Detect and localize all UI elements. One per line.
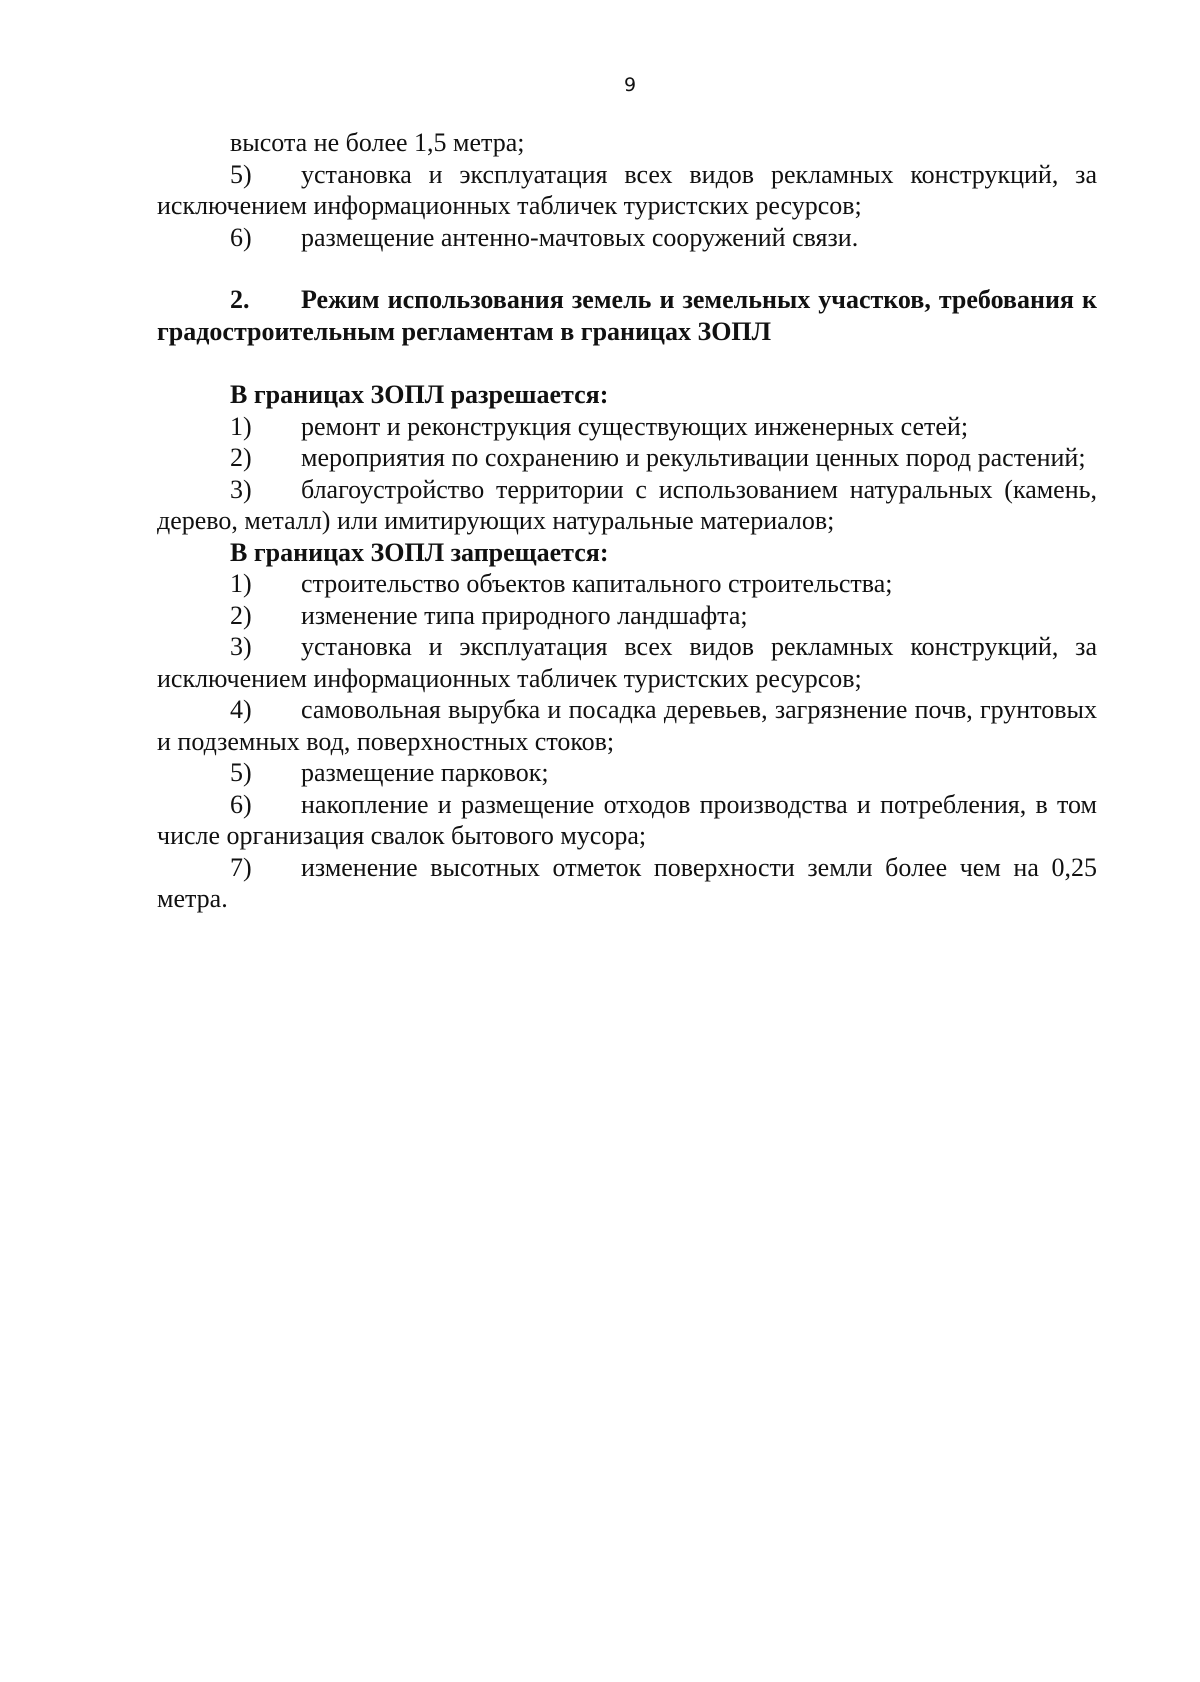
- list-item-number: 5): [230, 758, 252, 787]
- list-item: [157, 442, 1097, 474]
- section-title: Режим использования земель и земельных участков, требования к градостроительным регламентам в границах ЗОПЛ: [157, 285, 1097, 346]
- list-item-continuation: [157, 127, 1097, 159]
- list-item-number: 6): [230, 222, 252, 252]
- list-item-number: 2): [230, 600, 252, 630]
- list-item-number: 1): [230, 411, 252, 441]
- list-item-text: мероприятия по сохранению и рекультивации ценных пород растений;: [301, 443, 1086, 472]
- list-item: [157, 222, 1097, 254]
- list-item: [157, 411, 1097, 443]
- section-number: 2.: [230, 285, 250, 314]
- list-item-text: высота не более 1,5 метра;: [230, 128, 525, 157]
- list-item-number: 5): [230, 159, 252, 189]
- list-item-text: изменение типа природного ландшафта;: [301, 600, 748, 630]
- page-number: 9: [623, 74, 637, 96]
- list-item-text: установка и эксплуатация всех видов рекламных конструкций, за исключением информационных табличек туристских ресурсов;: [157, 632, 1097, 693]
- list-item-number: 3): [230, 632, 252, 661]
- list-item-text: изменение высотных отметок поверхности земли более чем на 0,25 метра.: [157, 852, 1097, 913]
- list-item: [157, 852, 1097, 915]
- list-item-number: 3): [230, 474, 252, 504]
- list-item: [157, 694, 1097, 757]
- list-item: [157, 789, 1097, 852]
- list-item: [157, 600, 1097, 632]
- list-item: [157, 159, 1097, 222]
- list-item-number: 4): [230, 695, 252, 724]
- list-item: [157, 631, 1097, 694]
- allowed-heading: В границах ЗОПЛ разрешается:: [230, 380, 609, 409]
- list-item-number: 1): [230, 569, 252, 598]
- forbidden-heading: В границах ЗОПЛ запрещается:: [230, 537, 609, 567]
- list-item-number: 7): [230, 852, 252, 882]
- list-item: [157, 474, 1097, 537]
- list-item-text: размещение антенно-мачтовых сооружений связи.: [301, 222, 859, 252]
- list-item-text: размещение парковок;: [301, 758, 549, 787]
- list-item-text: установка и эксплуатация всех видов рекламных конструкций, за исключением информационных табличек туристских ресурсов;: [157, 159, 1097, 220]
- section-heading: [157, 284, 1097, 347]
- document-body: [157, 127, 1097, 915]
- list-item-number: 2): [230, 443, 252, 472]
- list-item-text: самовольная вырубка и посадка деревьев, загрязнение почв, грунтовых и подземных вод, поверхностных стоков;: [157, 695, 1097, 756]
- list-item-number: 6): [230, 789, 252, 819]
- list-item-text: строительство объектов капитального строительства;: [301, 569, 893, 598]
- list-item: [157, 568, 1097, 600]
- list-item-text: накопление и размещение отходов производства и потребления, в том числе организация свалок бытового мусора;: [157, 789, 1097, 850]
- list-item: [157, 757, 1097, 789]
- list-item-text: благоустройство территории с использованием натуральных (камень, дерево, металл) или имитирующих натуральные материалов;: [157, 474, 1097, 535]
- list-item-text: ремонт и реконструкция существующих инженерных сетей;: [301, 411, 969, 441]
